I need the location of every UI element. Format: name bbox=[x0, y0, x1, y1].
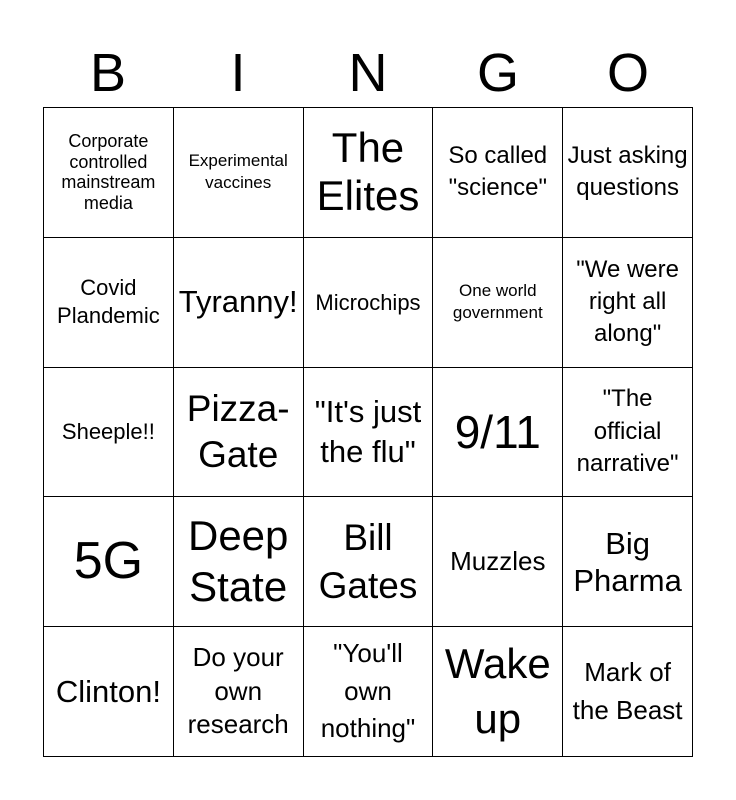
cell-text: Just asking questions bbox=[567, 142, 688, 202]
cell-text: Muzzles bbox=[450, 545, 546, 576]
bingo-cell-r4c3[interactable] bbox=[304, 497, 434, 627]
cell-text: Corporate controlled mainstream media bbox=[61, 131, 156, 214]
cell-text: Deep State bbox=[187, 512, 289, 610]
cell-text: "It's just the flu" bbox=[314, 393, 422, 469]
cell-text: Mark of the Beast bbox=[572, 656, 683, 725]
header-letter-n: N bbox=[348, 43, 388, 103]
header-letter-b: B bbox=[89, 43, 127, 103]
bingo-cell-r4c4[interactable] bbox=[433, 497, 563, 627]
cell-text: Big Pharma bbox=[573, 525, 682, 598]
cell-text: "We were right all along" bbox=[576, 255, 679, 348]
cell-text: So called "science" bbox=[448, 142, 548, 202]
bingo-cell-r3c3[interactable] bbox=[304, 368, 434, 498]
header-letter-o: O bbox=[606, 43, 649, 103]
bingo-cell-r1c5[interactable] bbox=[563, 108, 693, 238]
bingo-cell-r3c4[interactable] bbox=[433, 368, 563, 498]
bingo-cell-r3c5[interactable] bbox=[563, 368, 693, 498]
bingo-cell-r2c3[interactable] bbox=[304, 238, 434, 368]
cell-text: Wake up bbox=[444, 640, 551, 742]
cell-text: "The official narrative" bbox=[576, 385, 679, 478]
bingo-cell-r5c2[interactable] bbox=[174, 627, 304, 757]
header-letter-i: I bbox=[230, 43, 246, 103]
bingo-cell-r2c4[interactable] bbox=[433, 238, 563, 368]
cell-text: Clinton! bbox=[55, 673, 161, 709]
bingo-header bbox=[43, 40, 693, 106]
bingo-cell-r3c1[interactable] bbox=[44, 368, 174, 498]
cell-text: Pizza-Gate bbox=[186, 387, 290, 475]
bingo-cell-r4c2[interactable] bbox=[174, 497, 304, 627]
cell-text: Tyranny! bbox=[178, 284, 298, 320]
cell-text: Bill Gates bbox=[318, 516, 418, 606]
bingo-cell-r5c3[interactable] bbox=[304, 627, 434, 757]
bingo-cell-r1c3[interactable] bbox=[304, 108, 434, 238]
cell-text: Microchips bbox=[315, 289, 421, 315]
bingo-cell-r4c5[interactable] bbox=[563, 497, 693, 627]
bingo-cell-r1c4[interactable] bbox=[433, 108, 563, 238]
bingo-cell-r5c4[interactable] bbox=[433, 627, 563, 757]
bingo-cell-r2c5[interactable] bbox=[563, 238, 693, 368]
cell-text: Do your own research bbox=[187, 641, 289, 740]
bingo-cell-r3c2[interactable] bbox=[174, 368, 304, 498]
header-letter-g: G bbox=[476, 43, 519, 103]
bingo-cell-r2c1[interactable] bbox=[44, 238, 174, 368]
cell-text: 5G bbox=[73, 531, 144, 590]
bingo-cell-r1c2[interactable] bbox=[174, 108, 304, 238]
bingo-grid bbox=[43, 107, 693, 757]
bingo-cell-r5c1[interactable] bbox=[44, 627, 174, 757]
bingo-cell-r5c5[interactable] bbox=[563, 627, 693, 757]
bingo-cell-r2c2[interactable] bbox=[174, 238, 304, 368]
bingo-cell-r1c1[interactable] bbox=[44, 108, 174, 238]
cell-text: 9/11 bbox=[454, 405, 541, 458]
bingo-cell-r4c1[interactable] bbox=[44, 497, 174, 627]
cell-text: Sheeple!! bbox=[61, 419, 155, 445]
cell-text: Covid Plandemic bbox=[57, 274, 160, 329]
cell-text: "You'll own nothing" bbox=[320, 638, 416, 744]
cell-text: The Elites bbox=[316, 124, 420, 220]
cell-text: Experimental vaccines bbox=[188, 151, 288, 193]
cell-text: One world government bbox=[452, 281, 543, 323]
